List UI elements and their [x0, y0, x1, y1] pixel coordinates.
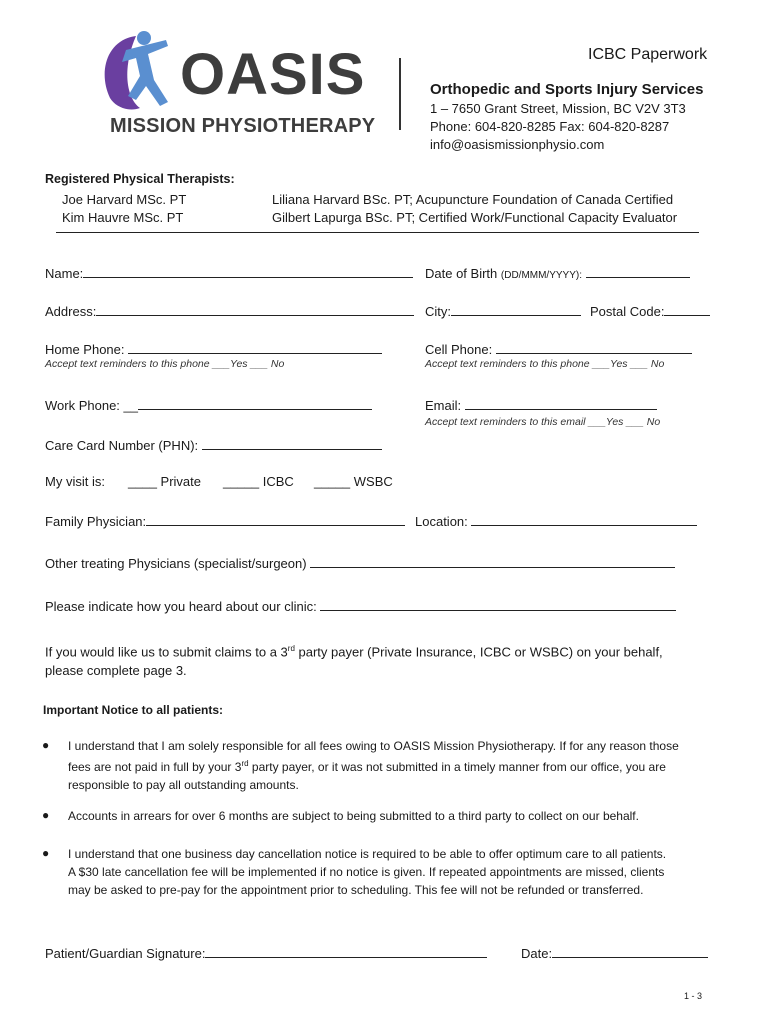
notice-line: I understand that I am solely responsible for all fees owing to OASIS Mission Physiotherapy. If for any reason those — [68, 739, 679, 753]
email-line[interactable] — [465, 396, 657, 410]
home-phone-label: Home Phone: — [45, 342, 125, 357]
clinic-email: info@oasismissionphysio.com — [430, 137, 605, 152]
city-line[interactable] — [451, 302, 581, 316]
notice-line: Accounts in arrears for over 6 months are subject to being submitted to a third party to collect on our behalf. — [68, 809, 639, 823]
header-divider — [399, 58, 401, 130]
dob-field[interactable] — [425, 264, 690, 281]
work-phone-field[interactable] — [45, 396, 372, 413]
bullet-icon: ● — [42, 738, 50, 752]
visit-icbc-option[interactable]: _____ ICBC — [223, 474, 294, 489]
home-phone-field[interactable] — [45, 340, 382, 357]
address-line[interactable] — [96, 302, 414, 316]
name-label: Name: — [45, 266, 84, 281]
care-card-label: Care Card Number (PHN): — [45, 438, 199, 453]
notice-heading: Important Notice to all patients: — [43, 703, 224, 717]
dob-line[interactable] — [586, 264, 690, 278]
clinic-address: 1 – 7650 Grant Street, Mission, BC V2V 3T3 — [430, 101, 686, 116]
heard-about-field[interactable] — [45, 597, 676, 614]
clinic-type: Orthopedic and Sports Injury Services — [430, 81, 704, 98]
notice-item — [68, 737, 718, 794]
date-line[interactable] — [552, 944, 708, 958]
cell-phone-reminder[interactable]: Accept text reminders to this phone ___Yes ___ No — [425, 358, 665, 370]
email-field[interactable] — [425, 396, 657, 413]
notice-text: party payer, or it was not submitted in a timely manner from our office, you are — [248, 760, 666, 774]
other-physicians-line[interactable] — [310, 554, 675, 568]
notice-item — [68, 845, 718, 899]
location-field[interactable] — [415, 512, 697, 529]
cell-phone-line[interactable] — [496, 340, 692, 354]
therapist-item: Kim Hauvre MSc. PT — [62, 210, 184, 225]
other-physicians-label: Other treating Physicians (specialist/surgeon) — [45, 556, 307, 571]
home-phone-reminder[interactable]: Accept text reminders to this phone ___Yes ___ No — [45, 358, 285, 370]
clinic-logo — [96, 28, 376, 138]
bullet-icon: ● — [42, 846, 50, 860]
home-phone-line[interactable] — [128, 340, 382, 354]
cell-phone-field[interactable] — [425, 340, 692, 357]
heard-about-line[interactable] — [320, 597, 676, 611]
third-party-instructions — [45, 644, 663, 659]
postal-code-line[interactable] — [664, 302, 710, 316]
visit-private-option[interactable]: ____ Private — [128, 474, 201, 489]
visit-wsbc-option[interactable]: _____ WSBC — [314, 474, 393, 489]
family-physician-label: Family Physician: — [45, 514, 147, 529]
page-number: 1 - 3 — [684, 991, 703, 1001]
notice-line: responsible to pay all outstanding amounts. — [68, 778, 299, 792]
third-party-instructions-line2: please complete page 3. — [45, 663, 187, 678]
dob-format: (DD/MMM/YYYY): — [500, 270, 582, 281]
therapist-item: Liliana Harvard BSc. PT; Acupuncture Foundation of Canada Certified — [272, 192, 674, 207]
name-field[interactable] — [45, 264, 413, 281]
name-line[interactable] — [83, 264, 413, 278]
section-divider — [56, 232, 699, 233]
notice-item — [68, 807, 718, 825]
postal-code-label: Postal Code: — [590, 304, 665, 319]
work-phone-label: Work Phone: __ — [45, 398, 138, 413]
date-field[interactable] — [521, 944, 708, 961]
address-label: Address: — [45, 304, 97, 319]
logo-figure-icon — [96, 28, 186, 113]
therapist-item: Gilbert Lapurga BSc. PT; Certified Work/Functional Capacity Evaluator — [272, 210, 678, 225]
logo-name: OASIS — [180, 42, 366, 107]
family-physician-line[interactable] — [146, 512, 405, 526]
city-label: City: — [425, 304, 451, 319]
postal-code-field[interactable] — [590, 302, 710, 319]
third-party-text: party payer (Private Insurance, ICBC or WSBC) on your behalf, — [294, 644, 663, 660]
visit-label: My visit is: — [45, 474, 105, 489]
bullet-icon: ● — [42, 808, 50, 822]
third-party-text: If you would like us to submit claims to a 3 — [45, 644, 288, 660]
family-physician-field[interactable] — [45, 512, 405, 529]
location-label: Location: — [415, 514, 468, 529]
notice-line — [68, 755, 718, 776]
work-phone-line[interactable] — [138, 396, 372, 410]
other-physicians-field[interactable] — [45, 554, 675, 571]
heard-about-label: Please indicate how you heard about our clinic: — [45, 599, 317, 614]
notice-sup: rd — [241, 759, 249, 768]
notice-line: I understand that one business day cancellation notice is required to be able to offer optimum care to all patients. — [68, 847, 667, 861]
email-reminder[interactable]: Accept text reminders to this email ___Yes ___ No — [425, 416, 661, 428]
therapist-item: Joe Harvard MSc. PT — [62, 192, 187, 207]
address-field[interactable] — [45, 302, 414, 319]
signature-field[interactable] — [45, 944, 487, 961]
logo-subtitle: MISSION PHYSIOTHERAPY — [110, 115, 376, 137]
city-field[interactable] — [425, 302, 581, 319]
clinic-phone-fax: Phone: 604-820-8285 Fax: 604-820-8287 — [430, 119, 670, 134]
therapists-heading: Registered Physical Therapists: — [45, 172, 235, 186]
dob-label: Date of Birth — [425, 266, 498, 281]
date-label: Date: — [521, 946, 553, 961]
notice-text: fees are not paid in full by your 3 — [68, 760, 242, 774]
signature-label: Patient/Guardian Signature: — [45, 946, 206, 961]
third-party-sup: rd — [287, 644, 295, 653]
care-card-line[interactable] — [202, 436, 382, 450]
signature-line[interactable] — [205, 944, 487, 958]
doc-title: ICBC Paperwork — [588, 46, 708, 63]
email-label: Email: — [425, 398, 462, 413]
location-line[interactable] — [471, 512, 697, 526]
notice-line: may be asked to pre-pay for the appointment prior to scheduling. This fee will not be refunded or transferred. — [68, 883, 644, 897]
notice-line: A $30 late cancellation fee will be implemented if no notice is given. If repeated appointments are missed, clients — [68, 865, 665, 879]
care-card-field[interactable] — [45, 436, 382, 453]
cell-phone-label: Cell Phone: — [425, 342, 493, 357]
